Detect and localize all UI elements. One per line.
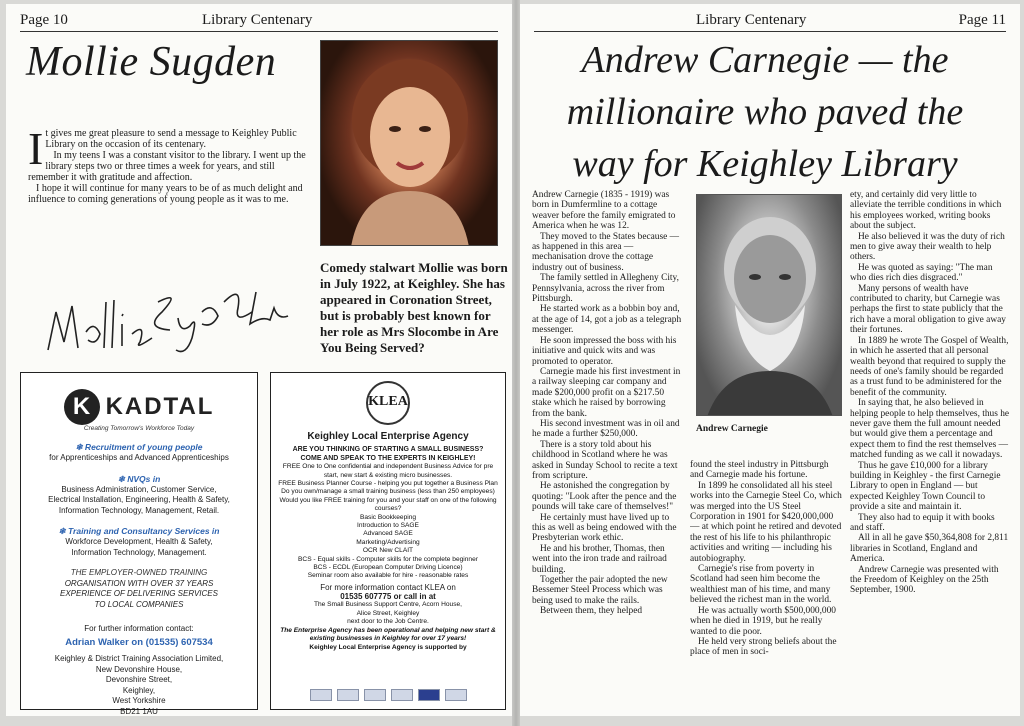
article-title xyxy=(530,34,1000,190)
klea-logo-icon xyxy=(366,381,410,425)
article-paragraph: He astonished the congregation by quoting: "Look after the pence and the pounds will take care of themselves!" xyxy=(532,481,677,513)
article-paragraph: He held very strong beliefs about the place of men in soci- xyxy=(690,636,837,658)
article-paragraph: Andrew Carnegie (1835 - 1919) was born in Dumfermline to a cottage weaver before the family emigrated to America when he was 12. xyxy=(532,190,676,232)
kadtal-section-heading: ❄ Training and Consultancy Services in xyxy=(58,526,220,536)
klea-extra: BCS - Equal skills - Computer skills for the complete beginner xyxy=(298,555,478,563)
andrew-carnegie-photo xyxy=(696,194,842,416)
kadtal-employer-line: ORGANISATION WITH OVER 37 YEARS xyxy=(64,578,214,588)
klea-course: OCR New CLAIT xyxy=(362,547,414,555)
article-paragraph: Carnegie made his first investment in a railway sleeping car company and made $200,000 profit on a $217.50 stake which he raised by borrowing from the bank. xyxy=(532,366,681,419)
klea-address-line: next door to the Job Centre. xyxy=(347,618,429,626)
article-paragraph: Together the pair adopted the new Bessemer Steel Process which was being used to make the rails. xyxy=(532,575,668,606)
kadtal-name: KADTAL xyxy=(105,393,215,420)
eu-flag-icon xyxy=(418,689,440,701)
sponsor-logo-icon xyxy=(445,689,467,701)
klea-headline: ARE YOU THINKING OF STARTING A SMALL BUSINESS? xyxy=(292,446,484,453)
klea-extra: BCS - ECDL (European Computer Driving Licence) xyxy=(313,564,463,572)
header-title: Library Centenary xyxy=(202,12,313,28)
article-paragraph: found the steel industry in Pittsburgh and Carnegie made his fortune. xyxy=(690,460,829,481)
klea-extra: Seminar room also available for hire - reasonable rates xyxy=(307,572,469,580)
letter-paragraph: I hope it will continue for many years to be of as much delight and influence to coming generations of young people as it was to me. xyxy=(28,183,303,205)
sponsor-logo-icon xyxy=(364,689,386,701)
article-paragraph: They also had to equip it with books and staff. xyxy=(850,512,995,533)
klea-offer: FREE Business Planner Course - helping you put together a Business Plan xyxy=(278,480,498,487)
article-paragraph: ety, and certainly did very little to alleviate the terrible conditions in which his employees worked, writing books about the subject. xyxy=(850,190,1002,232)
klea-headline: COME AND SPEAK TO THE EXPERTS IN KEIGHLEY! xyxy=(300,454,476,462)
kadtal-address-line: West Yorkshire xyxy=(112,696,166,705)
article-paragraph: He was actually worth $500,000,000 when he died in 1919, but he really wanted to die poor. xyxy=(690,605,836,637)
carnegie-caption: Andrew Carnegie xyxy=(696,424,768,434)
sponsor-logo-icon xyxy=(310,689,332,701)
kadtal-contact-phone: Adrian Walker on (01535) 607534 xyxy=(65,637,213,648)
klea-closing: existing businesses in Keighley for over 17 years! xyxy=(309,635,467,643)
klea-address-line: Alice Street, Keighley xyxy=(356,609,420,617)
kadtal-employer-line: EXPERIENCE OF DELIVERING SERVICES xyxy=(60,589,218,598)
article-paragraph: He certainly must have lived up to this as well as being endowed with the Presbyterian work ethic. xyxy=(532,512,677,544)
sponsor-logo-icon xyxy=(337,689,359,701)
page-gutter xyxy=(512,0,520,726)
sponsor-logo-icon xyxy=(391,689,413,701)
article-paragraph: His second investment was in oil and he made a further $250,000. xyxy=(532,418,680,440)
kadtal-employer-line: TO LOCAL COMPANIES xyxy=(94,599,184,609)
article-column-3 xyxy=(850,190,1010,712)
mollie-signature xyxy=(42,272,292,362)
article-paragraph: Thus he gave £10,000 for a library building in Keighley - the first Carnegie Library to open in England — but expected Keighley Town Council to provide a site and maintain it. xyxy=(850,460,1001,513)
kadtal-employer-line: THE EMPLOYER-OWNED TRAINING xyxy=(70,568,208,577)
mollie-letter xyxy=(28,123,310,205)
article-paragraph: Andrew Carnegie was presented with the Freedom of Keighley on the 25th September, 1900. xyxy=(850,564,999,596)
article-paragraph: In saying that, he also believed in helping people to help themselves, thus he never gave them the full amount needed but would give them a percentage and expect them to find the rest themselves — matched funding as we call it nowadays. xyxy=(850,398,1010,461)
header-title: Library Centenary xyxy=(696,12,807,28)
klea-phone: 01535 607775 or call in at xyxy=(340,592,436,602)
article-paragraph: There is a story told about his childhood in Scotland where he was asked in Sunday School to recite a text from scripture. xyxy=(532,439,678,481)
kadtal-section-line: Business Administration, Customer Service, xyxy=(61,484,217,494)
left-page xyxy=(6,4,512,716)
kadtal-section-heading: ❄ NVQs in xyxy=(117,473,161,484)
article-paragraph: He and his brother, Thomas, then went into the iron trade and railroad building. xyxy=(532,543,667,575)
article-paragraph: He soon impressed the boss with his initiative and quick wits and was promoted to operator. xyxy=(532,335,677,367)
article-paragraph: In 1899 he consolidated all his steel works into the Carnegie Steel Co, which was merged into the US Steel Corporation in 1901 for $420,000,000 — at which point he retired and devoted the rest of his life to his philanthropic activities and writing — including his autobiography. xyxy=(690,480,842,564)
article-column-2 xyxy=(690,460,842,712)
sponsor-logos xyxy=(279,689,497,703)
klea-address-line: The Small Business Support Centre, Acorn House, xyxy=(313,601,463,609)
kadtal-tagline: Creating Tomorrow's Workforce Today xyxy=(83,425,195,432)
klea-closing: Keighley Local Enterprise Agency is supported by xyxy=(309,643,467,651)
klea-course: Basic Bookkeeping xyxy=(359,513,417,521)
klea-title: Keighley Local Enterprise Agency xyxy=(307,431,469,442)
article-paragraph: All in all he gave $50,364,808 for 2,811 libraries in Scotland, England and America. xyxy=(850,533,1009,565)
article-paragraph: He also believed it was the duty of rich men to give away their wealth to help others. xyxy=(850,231,1005,263)
kadtal-address-line: Keighley & District Training Association Limited, xyxy=(54,654,224,663)
article-paragraph: In 1889 he wrote The Gospel of Wealth, in which he asserted that all personal wealth beyond that required to supply the needs of one's family should be regarded as a trust fund to be administered for the benefit of the community. xyxy=(850,335,1009,398)
article-paragraph: Carnegie's rise from poverty in Scotland had seen him become the wealthiest man of his time, and many believed the richest man in the world. xyxy=(690,564,832,606)
left-page-header xyxy=(20,10,498,32)
kadtal-address-line: Keighley, xyxy=(122,685,156,695)
article-paragraph: The family settled in Allegheny City, Pennsylvania, across the river from Pittsburgh. xyxy=(532,273,679,305)
page-number: Page 11 xyxy=(958,12,1006,28)
kadtal-section-line: Electrical Installation, Engineering, Health & Safety, xyxy=(48,495,230,504)
kadtal-address-line: BD21 1AU xyxy=(120,706,158,716)
kadtal-section-line: Information Technology, Management, Retail. xyxy=(58,505,220,515)
article-paragraph: They moved to the States because — as happened in this area — mechanisation drove the cottage industry out of business. xyxy=(532,231,680,273)
klea-contact: For more information contact KLEA on xyxy=(320,582,456,592)
title-line: Andrew Carnegie — the xyxy=(581,39,949,81)
letter-paragraph: In my teens I was a constant visitor to the library. I went up the library steps two or three times a week for years, and still remember it with gratitude and affection. xyxy=(28,150,306,183)
kadtal-section-line: Workforce Development, Health & Safety, xyxy=(65,537,213,546)
klea-course: Marketing/Advertising xyxy=(356,538,420,546)
kadtal-k-icon: K xyxy=(64,389,100,425)
page-number: Page 10 xyxy=(20,12,68,28)
kadtal-advert xyxy=(20,372,258,716)
kadtal-address-line: New Devonshire House, xyxy=(95,664,183,674)
klea-logo-text: KLEA xyxy=(368,394,408,409)
title-line: millionaire who paved the xyxy=(566,91,964,133)
mollie-caption: Comedy stalwart Mollie was born in July 1922, at Keighley. She has appeared in Coronation Street, but is probably best known for her role as Mrs Slocombe in Are You Being Served? xyxy=(320,260,508,355)
kadtal-address-line: Devonshire Street, xyxy=(105,675,173,684)
kadtal-section-line: Information Technology, Management. xyxy=(71,547,207,557)
article-column-1 xyxy=(532,190,682,712)
right-page xyxy=(520,4,1020,716)
mollie-sugden-photo xyxy=(320,40,498,246)
kadtal-contact-intro: For further information contact: xyxy=(84,624,194,633)
klea-offer: Would you like FREE training for you and your staff on one of the following courses? xyxy=(279,496,497,513)
kadtal-section-heading: ❄ Recruitment of young people xyxy=(75,442,203,452)
klea-offer: FREE One to One confidential and independent Business Advice for pre start, new start & existing micro businesses. xyxy=(282,463,494,479)
klea-course: Advanced SAGE xyxy=(363,530,413,538)
article-paragraph: He started work as a bobbin boy and, at the age of 14, got a job as a telegraph messenger. xyxy=(532,304,682,336)
klea-course: Introduction to SAGE xyxy=(357,522,419,530)
drop-cap: I xyxy=(28,123,44,174)
klea-offer: Do you own/manage a small training business (less than 250 employees) xyxy=(281,488,495,496)
article-paragraph: Between them, they helped xyxy=(540,606,643,617)
article-paragraph: He was quoted as saying: "The man who dies rich dies disgraced." xyxy=(850,262,993,284)
article-title: Mollie Sugden xyxy=(26,39,277,85)
kadtal-logo xyxy=(21,387,257,427)
letter-paragraph: t gives me great pleasure to send a message to Keighley Public Library on the occasion of its centenary. xyxy=(45,128,297,150)
kadtal-section-line: for Apprenticeships and Advanced Apprenticeships xyxy=(49,453,229,462)
right-page-header xyxy=(534,10,1006,32)
article-paragraph: Many persons of wealth have contributed to charity, but Carnegie was perhaps the first to state publicly that the rich have a moral obligation to give away their fortunes. xyxy=(850,283,1006,336)
klea-advert xyxy=(270,372,506,710)
title-line: way for Keighley Library xyxy=(572,143,958,185)
klea-closing: The Enterprise Agency has been operational and helping new start & xyxy=(280,626,496,634)
